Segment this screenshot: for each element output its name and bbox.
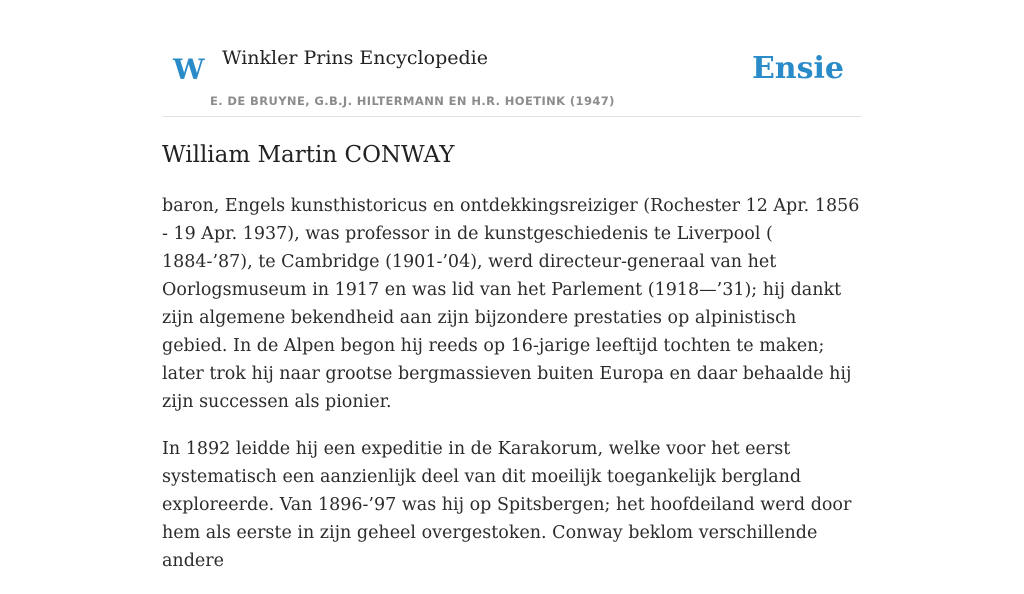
entry-title: William Martin CONWAY [162,142,455,168]
source-header [162,0,862,117]
source-logo: W [173,53,205,86]
source-authors: E. DE BRUYNE, G.B.J. HILTERMANN EN H.R. HOETINK (1947) [210,94,615,108]
ensie-logo-link[interactable]: Ensie [751,51,844,86]
entry-paragraph: baron, Engels kunsthistoricus en ontdekkingsreiziger (Rochester 12 Apr. 1856 - 19 Apr. 1937), was professor in de kunstgeschiedenis te Liverpool ( 1884-’87), te Cambridge (1901-’04), werd directeur-generaal van het Oorlogsmuseum in 1917 en was lid van het Parlement (1918—’31); hij dankt zijn algemene bekendheid aan zijn bijzondere prestaties op alpinistisch gebied. In de Alpen begon hij reeds op 16-jarige leeftijd tochten te maken; later trok hij naar grootse bergmassieven buiten Europa en daar behaalde hij zijn successen als pionier. [162,196,860,412]
entry-paragraph: In 1892 leidde hij een expeditie in de Karakorum, welke voor het eerst systematisch een aanzienlijk deel van dit moeilijk toegankelijk bergland exploreerde. Van 1896-’97 was hij op Spitsbergen; het hoofdeiland werd door hem als eerste in zijn geheel overgestoken. Conway beklom verschillende andere [162,439,852,571]
source-title[interactable]: Winkler Prins Encyclopedie [222,47,488,69]
entry-body [162,192,864,594]
